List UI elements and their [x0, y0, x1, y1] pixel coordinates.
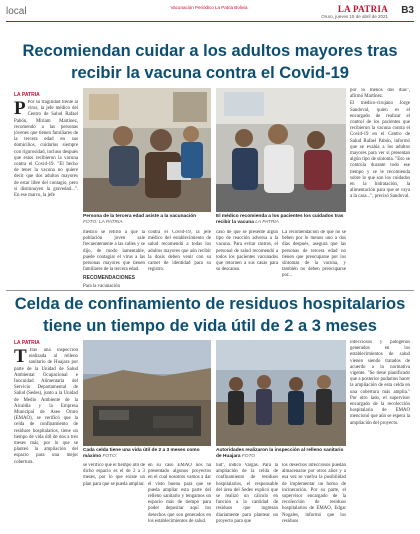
story1-col2 [83, 230, 145, 288]
story1-col3-text: contra el Covid-19, la jefe médico del establecimiento de salud recomendó a todas los adultos mayores que aún recibir la dosis deben venir con su carnet de identidad para su registro. [148, 230, 211, 273]
story2-headline: Celda de confinamiento de residuos hospitalarios tiene un tiempo de vida útil de 2 a 3 meses [14, 295, 406, 335]
story2-byline: LA PATRIA [14, 340, 40, 346]
caption1-title: Persona de la tercera edad asiste a la vacunación [83, 214, 197, 219]
story2-col3-text: en su caso EMAO nos ha presentado algunos proyectos en el cual nosotros vamos a dar el visto bueno para que se pueda ampliar esta parte del relleno sanitario y tengamos un espacio más de tiempo para poder depositar aquí los desechos que son generados en los establecimientos de salud. [148, 463, 211, 524]
story1-col3 [148, 230, 211, 288]
story-divider [6, 290, 414, 291]
story1-col4-text: caso de que se presente algún tipo de reacción adversa a la vacuna. Para evitar rastros, el personal de salud recomendó a todos los pacientes vacunados que retornen a sus casas para su descanso. [216, 230, 278, 273]
photo-landfill-cell [83, 340, 211, 446]
story2-col1 [14, 348, 78, 530]
story2-col6 [350, 340, 410, 530]
story2-col2-text: se verificó que el tiempo útil de dicho espacio es el de 2 a 3 meses, por lo que existe un plan para que se pueda ampliar. [83, 463, 145, 487]
page-number: B3 [401, 5, 414, 16]
story1-col4 [216, 230, 278, 288]
story2-photo-inspection [216, 340, 346, 446]
caption2-credit: LA PATRIA [255, 219, 279, 225]
story1-subhead: RECOMENDACIONES [83, 275, 135, 282]
story2-photo-landfill [83, 340, 211, 446]
caption2-title: El médico recomienda a los pacientes los cuidados tras recibir la vacuna [216, 214, 344, 225]
photo-inspection-authorities [216, 340, 346, 446]
story1-headline: Recomiendan cuidar a los adultos mayores tras recibir la vacuna contra el Covid-19 [22, 42, 398, 82]
story1-caption2 [216, 214, 346, 226]
story2-col4-text: lud", indicó Vargas. Para la ampliación de la celda de confinamiento de residuos hospitalarios, el responsable del área del Sedes explicó que se realizó un cálculo en función a la cantidad de residuos que ingresan diariamente para plantear un proyecto para que [216, 463, 278, 524]
photo-elderly-vaccination [83, 88, 211, 212]
story1-col5 [282, 230, 346, 288]
masthead [321, 4, 388, 19]
story1-byline: LA PATRIA [14, 92, 40, 98]
issue-date: Oruro, jueves 15 de abril de 2021 [321, 14, 388, 19]
story1-col2-text: médico se refirió a que la población joven sale frecuentemente a las calles y se dijo, de modo lamentable, puede contagiar el virus a las personas mayores que tienen familiares de la tercera edad. [83, 230, 145, 273]
dropcap: T [14, 348, 27, 367]
story1-col6-text: El médico-cirujano Jorge Sandoval, quien es el encargado de realizar el control de los pacientes que recibieron la vacuna contra el Covid-19 en el Centro de Salud Rafael Pabón, informó que se evalúa a los adultos mayores para ver si presentan algún tipo de síntoma. "Eso se controla durante todo ese tiempo y se le recomienda sobre lo que son los cuidados en la hidratación, la alimentación para que se vaya a la casa...", precisó Sandoval. [350, 101, 410, 200]
story2-caption3 [83, 448, 211, 460]
caption3-credit: FOTO: [102, 453, 118, 459]
story1-col5-text: La recomendación de que no se beben por lo menos uno a dos días después, asegura que las personas de tercera edad no tienen que preocuparse por los síntomas de la vacuna, y también no deben preocuparse por... [282, 230, 346, 279]
dropcap: P [14, 100, 26, 119]
story1-col6 [350, 88, 410, 288]
story1-photo-elderly [83, 88, 211, 212]
story1-col1-text: Por su fragilidad frente al virus, la jefe médico del Centro de Salud Rafael Pabón, Miriam Martínez, recomendó a las personas jóvenes que tienen familiares de la tercera edad en sus domicilios, cuidarlos siempre con rigurosidad, incluso después que estos recibieron la vacuna contra el Covid-19. "El hecho de tener la vacuna no quiere decir que dos adultos mayores de estar libre del contagio, pero si disminuyen la gravedad...". En ese marco, la jefe [14, 100, 78, 199]
story1-photo-doctor [216, 88, 346, 212]
caption4-credit: FOTO [241, 453, 256, 459]
story2-caption4 [216, 448, 346, 460]
page-header [6, 4, 414, 22]
story2-col4 [216, 463, 278, 531]
story1-col2b-text: Para la vacunación [83, 283, 120, 288]
caption1-credit: FOTO: LA PATRIA [83, 219, 123, 225]
story2-col5 [282, 463, 346, 531]
story1-caption1 [83, 214, 211, 226]
story2-col6-text: infecciosos y patógenos generados en los establecimientos de salud vienen siendo tratados de acuerdo a la normativa vigente. "Se tiene planificado que a posterior podamos hacer la ampliación de esta celda en una cobertura más amplia." Por otro lado, el supervisor encargado de la recolección hospitalaria de EMAO mencionó que aún se espera la ampliación del proyecto. [350, 340, 410, 426]
section-label: local [6, 6, 27, 17]
newspaper-logo: LA PATRIA [337, 4, 388, 14]
story2-col5-text: los desechos infecciosos puedan almacenarse por otros años y a esa vez se vuelva la posibilidad de implementar un horno de incineración. Por su parte, el supervisor encargado de la recolección de residuos hospitalarios de EMAO, Edgar Nogales, informó que los residuos [282, 463, 346, 524]
caption3-title: Cada celda tiene una vida útil de 2 a 3 meses como máximo [83, 448, 200, 459]
story1-col1 [14, 100, 78, 276]
story2-col2 [83, 463, 145, 531]
photo-doctor-patients [216, 88, 346, 212]
story1-col6a-text: por lo menos dos días", afirmó Martínez. [350, 88, 410, 100]
story2-col1-text: Tras una inspección realizada al relleno sanitario de Huajara por parte de la Unidad de Salud Ambiental Ocupacional e Inocuidad Alimentaria del Servicio Departamental de Salud (Sedes), junto a la Unidad de Medio Ambiente de la Alcaldía y la Empresa Municipal de Aseo Oruro (EMAO), se verificó que la celda de confinamiento de residuos hospitalarios, tiene un tiempo de vida útil de dos a tres meses más, por lo que se planteó la ampliación del espacio para una mejor cobertura. [14, 348, 78, 465]
story2-col3 [148, 463, 211, 531]
caption4-title: Autoridades realizaron la inspección al relleno sanitario de Huajara [216, 448, 344, 459]
center-tag: Vacunación Periódico La Patria Bolivia [170, 5, 248, 10]
